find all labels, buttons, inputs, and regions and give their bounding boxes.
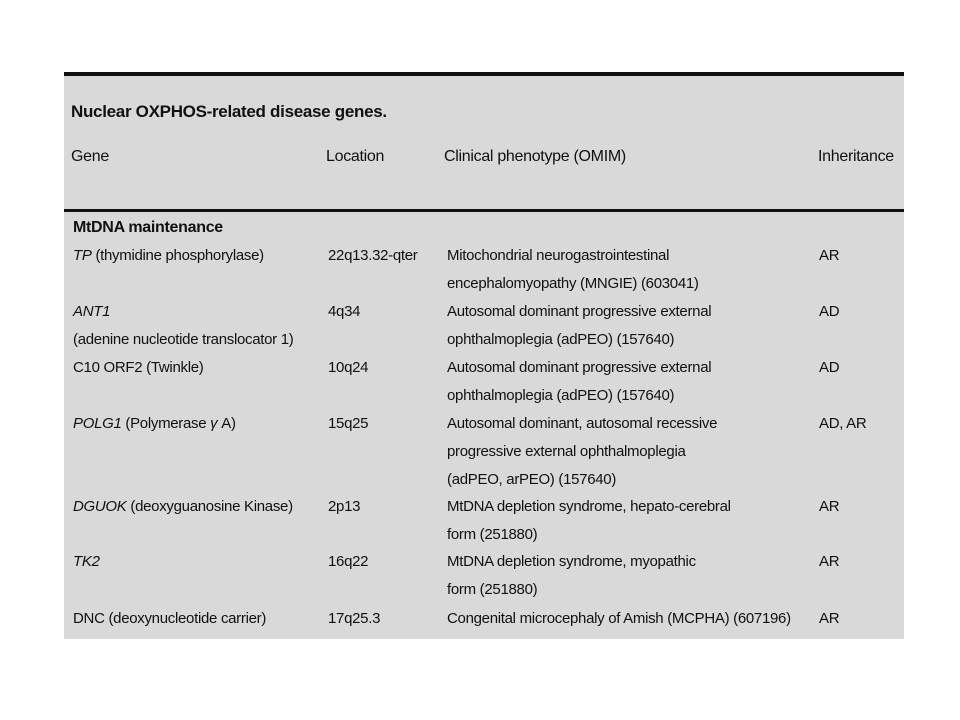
gene-symbol: TP [73, 247, 92, 264]
table-row-location: 10q24 [328, 359, 369, 376]
gene-symbol: POLG1 [73, 415, 122, 432]
table-row-inheritance: AR [819, 610, 840, 627]
phenotype-line: Mitochondrial neurogastrointestinal [447, 247, 670, 264]
table-row-phenotype [447, 605, 817, 633]
table-row-location: 16q22 [328, 553, 369, 570]
table-row-gene [73, 410, 323, 438]
phenotype-line: Congenital microcephaly of Amish (MCPHA) (607196) [447, 610, 791, 627]
phenotype-line: ophthalmoplegia (adPEO) (157640) [447, 331, 675, 348]
table-row-phenotype [447, 298, 817, 354]
section-heading: MtDNA maintenance [73, 219, 223, 236]
table-title: Nuclear OXPHOS-related disease genes. [71, 102, 387, 121]
gene-description-end: A) [217, 415, 236, 432]
phenotype-line: encephalomyopathy (MNGIE) (603041) [447, 275, 699, 292]
table-row-inheritance: AD [819, 303, 840, 320]
table-row-gene [73, 548, 323, 576]
gene-greek-letter: γ [210, 415, 218, 432]
table-row-gene: C10 ORF2 (Twinkle) [73, 359, 204, 376]
table-row-location: 4q34 [328, 303, 361, 320]
table-row-phenotype [447, 354, 817, 410]
phenotype-line: form (251880) [447, 526, 538, 543]
table-row-gene [73, 298, 323, 354]
phenotype-line: ophthalmoplegia (adPEO) (157640) [447, 387, 675, 404]
header-gene: Gene [71, 148, 109, 165]
table-row-inheritance: AD [819, 359, 840, 376]
gene-description: (thymidine phosphorylase) [91, 247, 264, 264]
table-row-inheritance: AD, AR [819, 415, 867, 432]
phenotype-line: MtDNA depletion syndrome, myopathic [447, 553, 696, 570]
header-inheritance: Inheritance [818, 148, 894, 165]
table-row-phenotype [447, 242, 817, 298]
header-phenotype: Clinical phenotype (OMIM) [444, 148, 626, 165]
phenotype-line: form (251880) [447, 581, 538, 598]
phenotype-line: (adPEO, arPEO) (157640) [447, 471, 617, 488]
table-row-gene: DNC (deoxynucleotide carrier) [73, 610, 267, 627]
table-row-inheritance: AR [819, 498, 840, 515]
gene-symbol: DGUOK [73, 498, 127, 515]
header-location: Location [326, 148, 385, 165]
table-row-gene [73, 493, 323, 521]
phenotype-line: progressive external ophthalmoplegia [447, 443, 686, 460]
phenotype-line: Autosomal dominant progressive external [447, 303, 712, 320]
table-row-inheritance: AR [819, 247, 840, 264]
top-rule [64, 72, 904, 76]
gene-description: (adenine nucleotide translocator 1) [73, 331, 294, 348]
table-row-location: 22q13.32-qter [328, 247, 418, 264]
table-row-phenotype [447, 493, 817, 549]
table-row-location: 15q25 [328, 415, 369, 432]
table-row-phenotype [447, 548, 817, 604]
phenotype-line: MtDNA depletion syndrome, hepato-cerebral [447, 498, 731, 515]
table-panel [64, 72, 904, 639]
phenotype-line: Autosomal dominant, autosomal recessive [447, 415, 718, 432]
gene-description: (deoxyguanosine Kinase) [126, 498, 293, 515]
table-row-gene [73, 242, 323, 270]
gene-symbol: TK2 [73, 553, 100, 570]
table-row-phenotype [447, 410, 817, 494]
gene-description: (Polymerase [121, 415, 211, 432]
table-row-location: 17q25.3 [328, 610, 381, 627]
gene-symbol: ANT1 [73, 303, 111, 320]
phenotype-line: Autosomal dominant progressive external [447, 359, 712, 376]
table-row-location: 2p13 [328, 498, 361, 515]
table-row-inheritance: AR [819, 553, 840, 570]
header-rule [64, 209, 904, 212]
